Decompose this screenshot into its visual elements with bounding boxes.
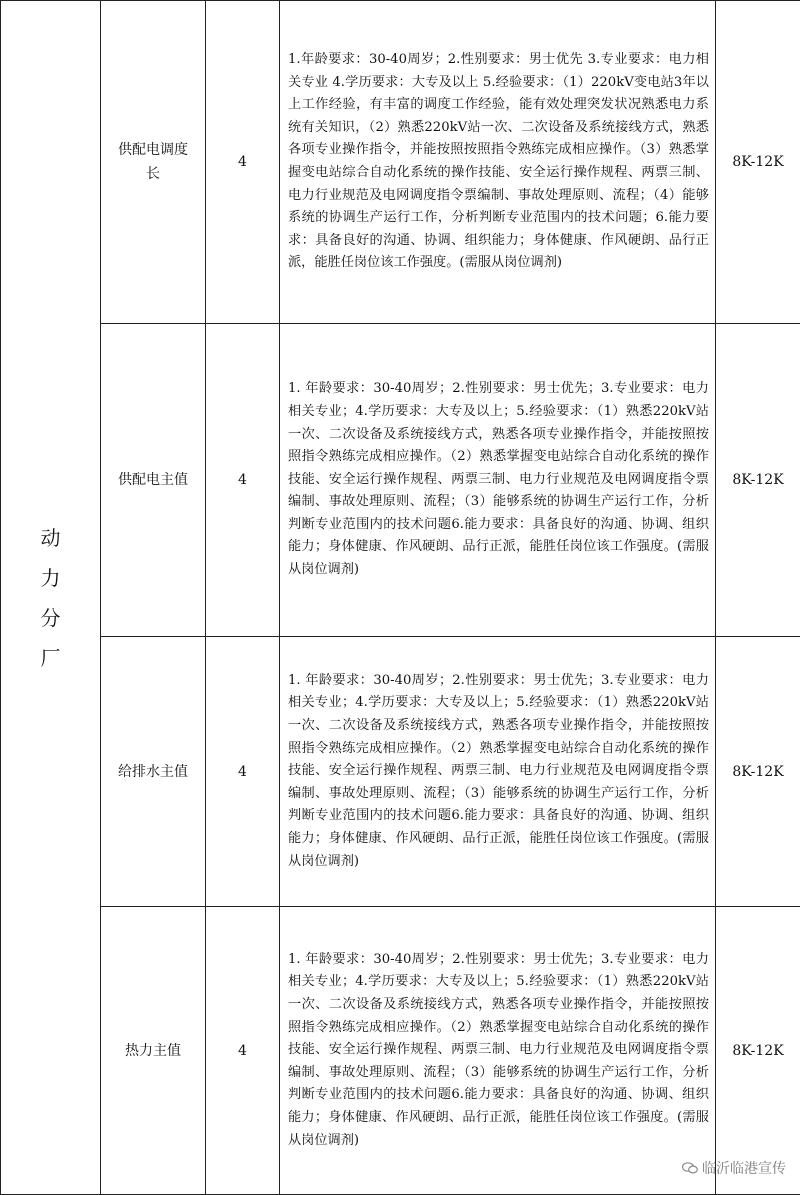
- wechat-icon: [682, 1162, 698, 1174]
- department-cell: [1, 1, 101, 1195]
- headcount-cell: 4: [206, 637, 280, 907]
- salary-cell: 8K-12K: [716, 907, 800, 1195]
- salary-cell: 8K-12K: [716, 637, 800, 907]
- requirements-cell: 1.年龄要求：30-40周岁；2.性别要求：男士优先 3.专业要求：电力相关专业 4.学历要求：大专及以上 5.经验要求：（1）220kV变电站3年以上工作经验，有丰富的调度工作经验，能有效处理突发状况熟悉电力系统有关知识，（2）熟悉220kV站一次、二次设备及系统接线方式，熟悉各项专业操作指令，并能按照按照指令熟练完成相应操作。（3）熟悉掌握变电站综合自动化系统的操作技能、安全运行操作规程、两票三制、电力行业规范及电网调度指令票编制、事故处理原则、流程；（4）能够系统的协调生产运行工作，分析判断专业范围内的技术问题；6.能力要求：具备良好的沟通、协调、组织能力；身体健康、作风硬朗、品行正派，能胜任岗位该工作强度。(需服从岗位调剂): [280, 1, 716, 324]
- salary-cell: 8K-12K: [716, 1, 800, 324]
- position-cell: 供配电调度长: [101, 1, 206, 324]
- table-row: [1, 1, 800, 324]
- watermark-text: 临沂临港宣传: [702, 1158, 786, 1178]
- table-row: [1, 637, 800, 907]
- headcount-cell: 4: [206, 907, 280, 1195]
- department-label: 动力分厂: [40, 518, 62, 678]
- requirements-cell: 1. 年龄要求：30-40周岁；2.性别要求：男士优先；3.专业要求：电力相关专业；4.学历要求：大专及以上；5.经验要求：（1）熟悉220kV站一次、二次设备及系统接线方式，熟悉各项专业操作指令，并能按照按照指令熟练完成相应操作。（2）熟悉掌握变电站综合自动化系统的操作技能、安全运行操作规程、两票三制、电力行业规范及电网调度指令票编制、事故处理原则、流程；（3）能够系统的协调生产运行工作，分析判断专业范围内的技术问题6.能力要求：具备良好的沟通、协调、组织能力；身体健康、作风硬朗、品行正派，能胜任岗位该工作强度。(需服从岗位调剂): [280, 637, 716, 907]
- requirements-cell: 1. 年龄要求：30-40周岁；2.性别要求：男士优先；3.专业要求：电力相关专业；4.学历要求：大专及以上；5.经验要求：（1）熟悉220kV站一次、二次设备及系统接线方式，熟悉各项专业操作指令，并能按照按照指令熟练完成相应操作。（2）熟悉掌握变电站综合自动化系统的操作技能、安全运行操作规程、两票三制、电力行业规范及电网调度指令票编制、事故处理原则、流程；（3）能够系统的协调生产运行工作，分析判断专业范围内的技术问题6.能力要求：具备良好的沟通、协调、组织能力；身体健康、作风硬朗、品行正派，能胜任岗位该工作强度。(需服从岗位调剂): [280, 907, 716, 1195]
- headcount-cell: 4: [206, 1, 280, 324]
- table-row: [1, 907, 800, 1195]
- position-cell: 热力主值: [101, 907, 206, 1195]
- table-row: [1, 324, 800, 637]
- watermark: [682, 1158, 786, 1178]
- requirements-cell: 1. 年龄要求：30-40周岁；2.性别要求：男士优先；3.专业要求：电力相关专业；4.学历要求：大专及以上；5.经验要求：（1）熟悉220kV站一次、二次设备及系统接线方式，熟悉各项专业操作指令，并能按照按照指令熟练完成相应操作。（2）熟悉掌握变电站综合自动化系统的操作技能、安全运行操作规程、两票三制、电力行业规范及电网调度指令票编制、事故处理原则、流程；（3）能够系统的协调生产运行工作，分析判断专业范围内的技术问题6.能力要求：具备良好的沟通、协调、组织能力；身体健康、作风硬朗、品行正派，能胜任岗位该工作强度。(需服从岗位调剂): [280, 324, 716, 637]
- salary-cell: 8K-12K: [716, 324, 800, 637]
- headcount-cell: 4: [206, 324, 280, 637]
- position-cell: 供配电主值: [101, 324, 206, 637]
- position-cell: 给排水主值: [101, 637, 206, 907]
